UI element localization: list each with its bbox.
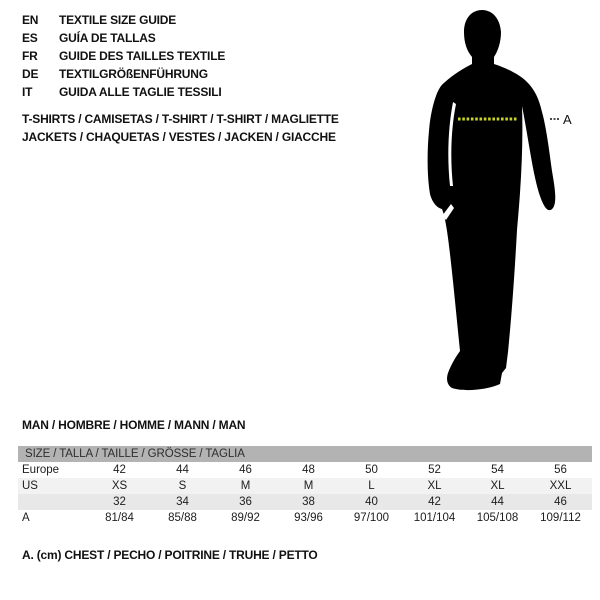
list-item: [22, 83, 225, 101]
table-cell: 50: [365, 464, 378, 476]
table-cell: XS: [111, 480, 128, 492]
language-code: ES: [22, 31, 38, 45]
list-item: [22, 65, 225, 83]
table-cell: 44: [491, 496, 504, 508]
table-cell: 32: [113, 496, 126, 508]
table-cell: XL: [427, 480, 442, 492]
table-cell: 38: [302, 496, 315, 508]
size-table-header: SIZE / TALLA / TAILLE / GRÖSSE / TAGLIA: [18, 446, 592, 462]
table-cell: 42: [428, 496, 441, 508]
language-label: GUIDE DES TAILLES TEXTILE: [59, 49, 226, 63]
language-label: GUIDA ALLE TAGLIE TESSILI: [59, 85, 222, 99]
table-cell: M: [303, 480, 314, 492]
language-code: DE: [22, 67, 39, 81]
language-guide-list: [22, 11, 225, 101]
man-measurement-figure: [402, 2, 582, 398]
row-label: US: [22, 480, 38, 492]
table-cell: XL: [490, 480, 505, 492]
list-item: [22, 29, 225, 47]
table-cell: 52: [428, 464, 441, 476]
table-cell: 40: [365, 496, 378, 508]
table-row-europe: [18, 462, 592, 478]
table-cell: 105/108: [476, 512, 519, 524]
table-cell: 89/92: [231, 512, 260, 524]
table-row-intl: [18, 494, 592, 510]
table-cell: 36: [239, 496, 252, 508]
product-types: [22, 110, 339, 146]
language-label: TEXTILGRÖßENFÜHRUNG: [59, 67, 208, 81]
table-cell: 109/112: [540, 512, 581, 524]
measure-a-label: A: [563, 112, 572, 127]
product-types-line-jackets: JACKETS / CHAQUETAS / VESTES / JACKEN / GIACCHE: [22, 130, 336, 144]
table-row-chest: [18, 510, 592, 526]
row-label: A: [22, 512, 30, 524]
table-cell: 93/96: [294, 512, 323, 524]
size-table: [18, 446, 592, 526]
table-cell: 34: [176, 496, 189, 508]
man-silhouette-graphic: [402, 2, 582, 398]
row-label: [18, 494, 88, 510]
table-row-us: [18, 478, 592, 494]
language-code: IT: [22, 85, 33, 99]
list-item: [22, 11, 225, 29]
table-cell: 54: [491, 464, 504, 476]
table-cell: 81/84: [105, 512, 134, 524]
table-cell: 101/104: [413, 512, 456, 524]
language-label: GUÍA DE TALLAS: [59, 31, 156, 45]
man-silhouette: [428, 10, 556, 390]
product-types-line-tshirts: T-SHIRTS / CAMISETAS / T-SHIRT / T-SHIRT / MAGLIETTE: [22, 112, 339, 126]
table-cell: 46: [554, 496, 567, 508]
table-cell: 56: [554, 464, 567, 476]
measurement-footnote: A. (cm) CHEST / PECHO / POITRINE / TRUHE / PETTO: [22, 548, 318, 562]
gender-label: MAN / HOMBRE / HOMME / MANN / MAN: [22, 418, 246, 432]
table-cell: 42: [113, 464, 126, 476]
table-cell: L: [368, 480, 375, 492]
table-cell: 44: [176, 464, 189, 476]
table-cell: 46: [239, 464, 252, 476]
table-cell: XXL: [549, 480, 572, 492]
language-code: EN: [22, 13, 39, 27]
table-cell: 97/100: [353, 512, 390, 524]
table-cell: 85/88: [168, 512, 197, 524]
table-cell: 48: [302, 464, 315, 476]
list-item: [22, 47, 225, 65]
table-cell: S: [178, 480, 187, 492]
language-code: FR: [22, 49, 38, 63]
table-cell: M: [240, 480, 251, 492]
row-label: Europe: [22, 464, 60, 476]
language-label: TEXTILE SIZE GUIDE: [59, 13, 177, 27]
